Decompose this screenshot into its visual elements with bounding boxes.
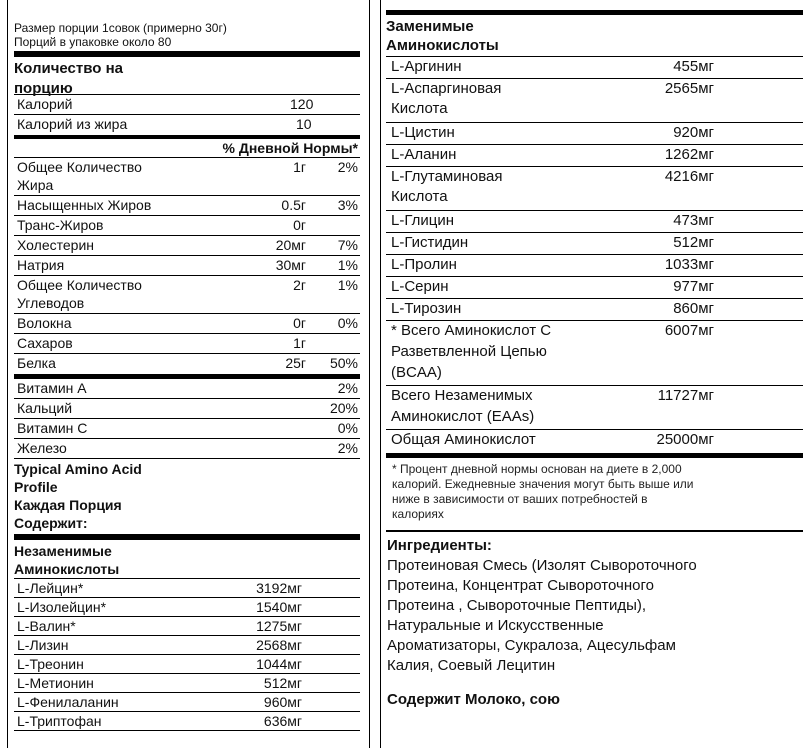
amino-row: [14, 636, 360, 655]
amino-name: L-Триптофан: [17, 713, 102, 729]
footnote: * Процент дневной нормы основан на диете в 2,000 калорий. Ежедневные значения могут быть выше или ниже в зависимости от ваших потребностей в калориях: [392, 462, 694, 521]
amino-row: [386, 255, 803, 277]
nutrient-amount: 30мг: [275, 257, 306, 273]
vitamin-row: [14, 399, 360, 419]
nutrient-dv: 1%: [337, 257, 358, 273]
nutrient-label: Транс-Жиров: [17, 217, 104, 233]
serving-size: Размер порции 1совок (примерно 30г): [14, 21, 227, 35]
nutrient-label: Общее Количество: [17, 159, 142, 175]
ingredient-line: Ароматизаторы, Сукралоза, Ацесульфам: [387, 637, 676, 654]
nutrient-amount: 0г: [293, 217, 306, 233]
nutrient-dv: 3%: [337, 197, 358, 213]
vitamin-row: [14, 419, 360, 439]
amino-row: [386, 123, 803, 145]
amino-value: 1540мг: [256, 599, 302, 615]
vitamin-dv: 20%: [329, 400, 358, 416]
nutrition-facts-right: [386, 0, 803, 710]
nutrient-amount: 25г: [285, 355, 306, 371]
total-value: 11727мг: [657, 387, 714, 404]
calories-row: Калорий 120: [14, 95, 360, 115]
amino-name: Кислота: [391, 188, 448, 205]
amino-name: L-Пролин: [391, 256, 457, 273]
total-label: (BCAA): [391, 364, 442, 381]
total-label: Разветвленной Цепью: [391, 343, 547, 360]
amino-name: L-Лейцин*: [17, 580, 84, 596]
total-label: Общая Аминокислот: [391, 431, 536, 448]
amino-row: [386, 167, 803, 211]
total-label: * Всего Аминокислот С: [391, 322, 552, 339]
amino-value: 512мг: [673, 234, 714, 251]
amino-name: L-Аланин: [391, 146, 457, 163]
nutrient-amount: 1г: [293, 335, 306, 351]
amino-value: 1275мг: [256, 618, 302, 634]
dv-header: % Дневной Нормы*: [14, 139, 360, 158]
nutrient-dv: 7%: [337, 237, 358, 253]
serving-info: [14, 0, 360, 49]
amino-row: [14, 617, 360, 636]
vitamin-row: [14, 439, 360, 459]
amino-value: 512мг: [263, 675, 302, 691]
amino-row: [14, 693, 360, 712]
amino-name: L-Изолейцин*: [17, 599, 107, 615]
amino-name: L-Цистин: [391, 124, 455, 141]
vitamin-dv: 0%: [337, 420, 358, 436]
amino-name: Кислота: [391, 100, 448, 117]
amount-per-serving: Количество на порцию: [14, 57, 360, 95]
ingredients-title: Ингредиенты:: [387, 537, 492, 554]
amino-value: 860мг: [673, 300, 714, 317]
amino-value: 3192мг: [256, 580, 302, 596]
middle-border-left: [369, 0, 370, 748]
nutrient-dv: 50%: [329, 355, 358, 371]
amino-row: [386, 277, 803, 299]
amino-value: 4216мг: [664, 168, 714, 185]
amino-name: L-Валин*: [17, 618, 76, 634]
amino-row: [386, 57, 803, 79]
nutrient-label: Углеводов: [17, 295, 85, 311]
servings-per-container: Порций в упаковке около 80: [14, 35, 172, 49]
nutrient-label: Волокна: [17, 315, 72, 331]
nutrition-facts-left: [14, 0, 360, 731]
amino-name: L-Серин: [391, 278, 449, 295]
nutrient-row: [14, 216, 360, 236]
amino-name: L-Аргинин: [391, 58, 462, 75]
calories-fat-row: Калорий из жира 10: [17, 116, 312, 132]
amino-value: 920мг: [673, 124, 714, 141]
ingredients-text: [387, 556, 803, 676]
nutrient-amount: 0.5г: [281, 197, 306, 213]
amino-value: 977мг: [673, 278, 714, 295]
amino-name: L-Треонин: [17, 656, 84, 672]
nutrient-label: Общее Количество: [17, 277, 142, 293]
vitamin-label: Кальций: [17, 400, 73, 416]
vitamin-row: [14, 379, 360, 399]
nutrient-amount: 20мг: [275, 237, 306, 253]
nutrient-dv: 1%: [337, 277, 358, 293]
nutrient-row: [14, 256, 360, 276]
total-row: [386, 386, 803, 430]
amino-row: [386, 79, 803, 123]
nutrient-dv: 0%: [337, 315, 358, 331]
middle-border-right: [380, 0, 381, 748]
totals-list: [386, 321, 803, 453]
total-label: Всего Незаменимых: [391, 387, 533, 404]
nutrient-row: [14, 314, 360, 334]
amino-value: 455мг: [673, 58, 714, 75]
amino-row: [14, 674, 360, 693]
nonessential-title: Заменимые Аминокислоты: [386, 15, 803, 57]
vitamin-list: [14, 379, 360, 459]
amino-value: 636мг: [263, 713, 302, 729]
total-value: 6007мг: [664, 322, 714, 339]
amino-name: L-Глицин: [391, 212, 455, 229]
ingredient-line: Протеина, Концентрат Сывороточного: [387, 577, 654, 594]
total-row: [386, 321, 803, 386]
amino-name: L-Лизин: [17, 637, 69, 653]
amino-row: [386, 233, 803, 255]
amino-value: 1044мг: [256, 656, 302, 672]
amino-name: L-Метионин: [17, 675, 94, 691]
amino-row: [14, 598, 360, 617]
nutrient-row: [14, 236, 360, 256]
nutrient-row: [14, 354, 360, 374]
amino-value: 2565мг: [664, 80, 714, 97]
nutrient-row: [14, 158, 360, 196]
nutrient-amount: 1г: [293, 159, 306, 175]
total-row: [386, 430, 803, 453]
nutrient-list: [14, 158, 360, 374]
amino-value: 1262мг: [664, 146, 714, 163]
nutrient-row: [14, 276, 360, 314]
nutrient-amount: 0г: [293, 315, 306, 331]
amino-row: [386, 299, 803, 321]
nutrient-row: [14, 196, 360, 216]
vitamin-dv: 2%: [337, 380, 358, 396]
ingredient-line: Натуральные и Искусственные: [387, 617, 604, 634]
ingredients-block: [386, 532, 803, 710]
amino-name: L-Гистидин: [391, 234, 469, 251]
nutrient-label: Сахаров: [17, 335, 73, 351]
ingredient-line: Протеиновая Смесь (Изолят Сывороточного: [387, 557, 697, 574]
nutrient-label: Белка: [17, 355, 56, 371]
nonessential-list: [386, 57, 803, 321]
amino-value: 1033мг: [664, 256, 714, 273]
left-border: [7, 0, 8, 748]
vitamin-label: Витамин А: [17, 380, 87, 396]
vitamin-label: Железо: [17, 440, 67, 456]
amino-row: [386, 211, 803, 233]
nutrient-label: Жира: [17, 177, 54, 193]
essential-list: [14, 579, 360, 731]
amino-row: [14, 712, 360, 731]
vitamin-dv: 2%: [337, 440, 358, 456]
total-label: Аминокислот (EAAs): [391, 408, 535, 425]
nutrient-dv: 2%: [337, 159, 358, 175]
allergen-note: Содержит Молоко, сою: [387, 691, 560, 708]
amino-name: L-Аспаргиновая: [391, 80, 502, 97]
amino-value: 2568мг: [256, 637, 302, 653]
amino-name: L-Глутаминовая: [391, 168, 503, 185]
nutrient-label: Натрия: [17, 257, 65, 273]
nutrient-label: Насыщенных Жиров: [17, 197, 152, 213]
amino-value: 473мг: [673, 212, 714, 229]
nutrient-amount: 2г: [293, 277, 306, 293]
nutrient-label: Холестерин: [17, 237, 94, 253]
nutrient-row: [14, 334, 360, 354]
amino-name: L-Фенилаланин: [17, 694, 119, 710]
essential-title: Незаменимые Аминокислоты: [14, 540, 360, 579]
vitamin-label: Витамин С: [17, 420, 88, 436]
amino-row: [386, 145, 803, 167]
amino-value: 960мг: [263, 694, 302, 710]
amino-row: [14, 655, 360, 674]
amino-name: L-Тирозин: [391, 300, 462, 317]
total-value: 25000мг: [656, 431, 714, 448]
ingredient-line: Протеина , Сывороточные Пептиды),: [387, 597, 647, 614]
amino-row: [14, 579, 360, 598]
ingredient-line: Калия, Соевый Лецитин: [387, 657, 556, 674]
amino-profile-heading: Typical Amino Acid Profile Каждая Порция Содержит:: [14, 461, 142, 531]
